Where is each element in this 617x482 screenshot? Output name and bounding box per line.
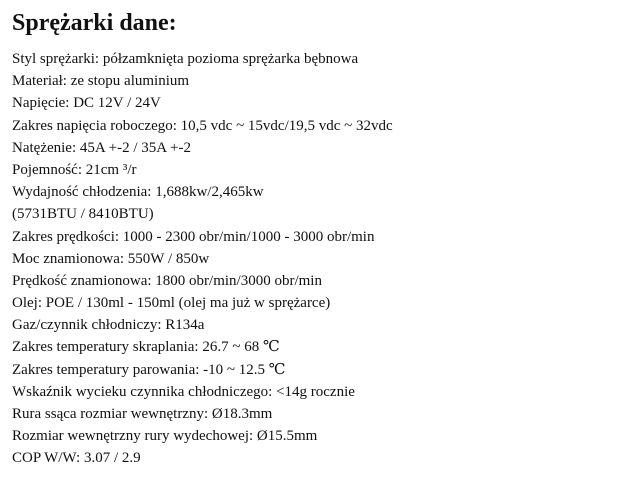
page-title: Sprężarki dane: [12,10,177,36]
spec-line-cooling-capacity-btu: (5731BTU / 8410BTU) [12,206,154,223]
spec-line-compressor-style: Styl sprężarki: półzamknięta pozioma sprężarka bębnowa [12,51,359,67]
spec-list [12,48,613,470]
spec-line-current: Natężenie: 45A +-2 / 35A +-2 [12,139,191,156]
spec-line-refrigerant: Gaz/czynnik chłodniczy: R134a [12,317,205,334]
spec-line-rated-power: Moc znamionowa: 550W / 850w [12,250,210,267]
spec-line-speed-range: Zakres prędkości: 1000 - 2300 obr/min/1000 - 3000 obr/min [12,228,375,245]
spec-line-leak-rate: Wskaźnik wycieku czynnika chłodniczego: <14g rocznie [12,383,355,400]
spec-line-oil: Olej: POE / 130ml - 150ml (olej ma już w sprężarce) [12,295,331,312]
spec-line-cooling-capacity: Wydajność chłodzenia: 1,688kw/2,465kw [12,184,264,201]
spec-line-material: Materiał: ze stopu aluminium [12,73,190,90]
spec-line-operating-voltage-range: Zakres napięcia roboczego: 10,5 vdc ~ 15vdc/19,5 vdc ~ 32vdc [12,117,393,134]
spec-line-evaporating-temp: Zakres temperatury parowania: -10 ~ 12.5 ℃ [12,361,286,378]
spec-line-cop: COP W/W: 3.07 / 2.9 [12,450,141,467]
spec-document [12,8,613,470]
spec-line-condensing-temp: Zakres temperatury skraplania: 26.7 ~ 68 ℃ [12,339,280,356]
spec-line-suction-pipe: Rura ssąca rozmiar wewnętrzny: Ø18.3mm [12,406,273,422]
spec-line-discharge-pipe: Rozmiar wewnętrzny rury wydechowej: Ø15.5mm [12,428,318,445]
spec-line-rated-speed: Prędkość znamionowa: 1800 obr/min/3000 obr/min [12,272,322,289]
spec-line-displacement: Pojemność: 21cm ³/r [12,161,137,178]
spec-line-voltage: Napięcie: DC 12V / 24V [12,95,161,112]
